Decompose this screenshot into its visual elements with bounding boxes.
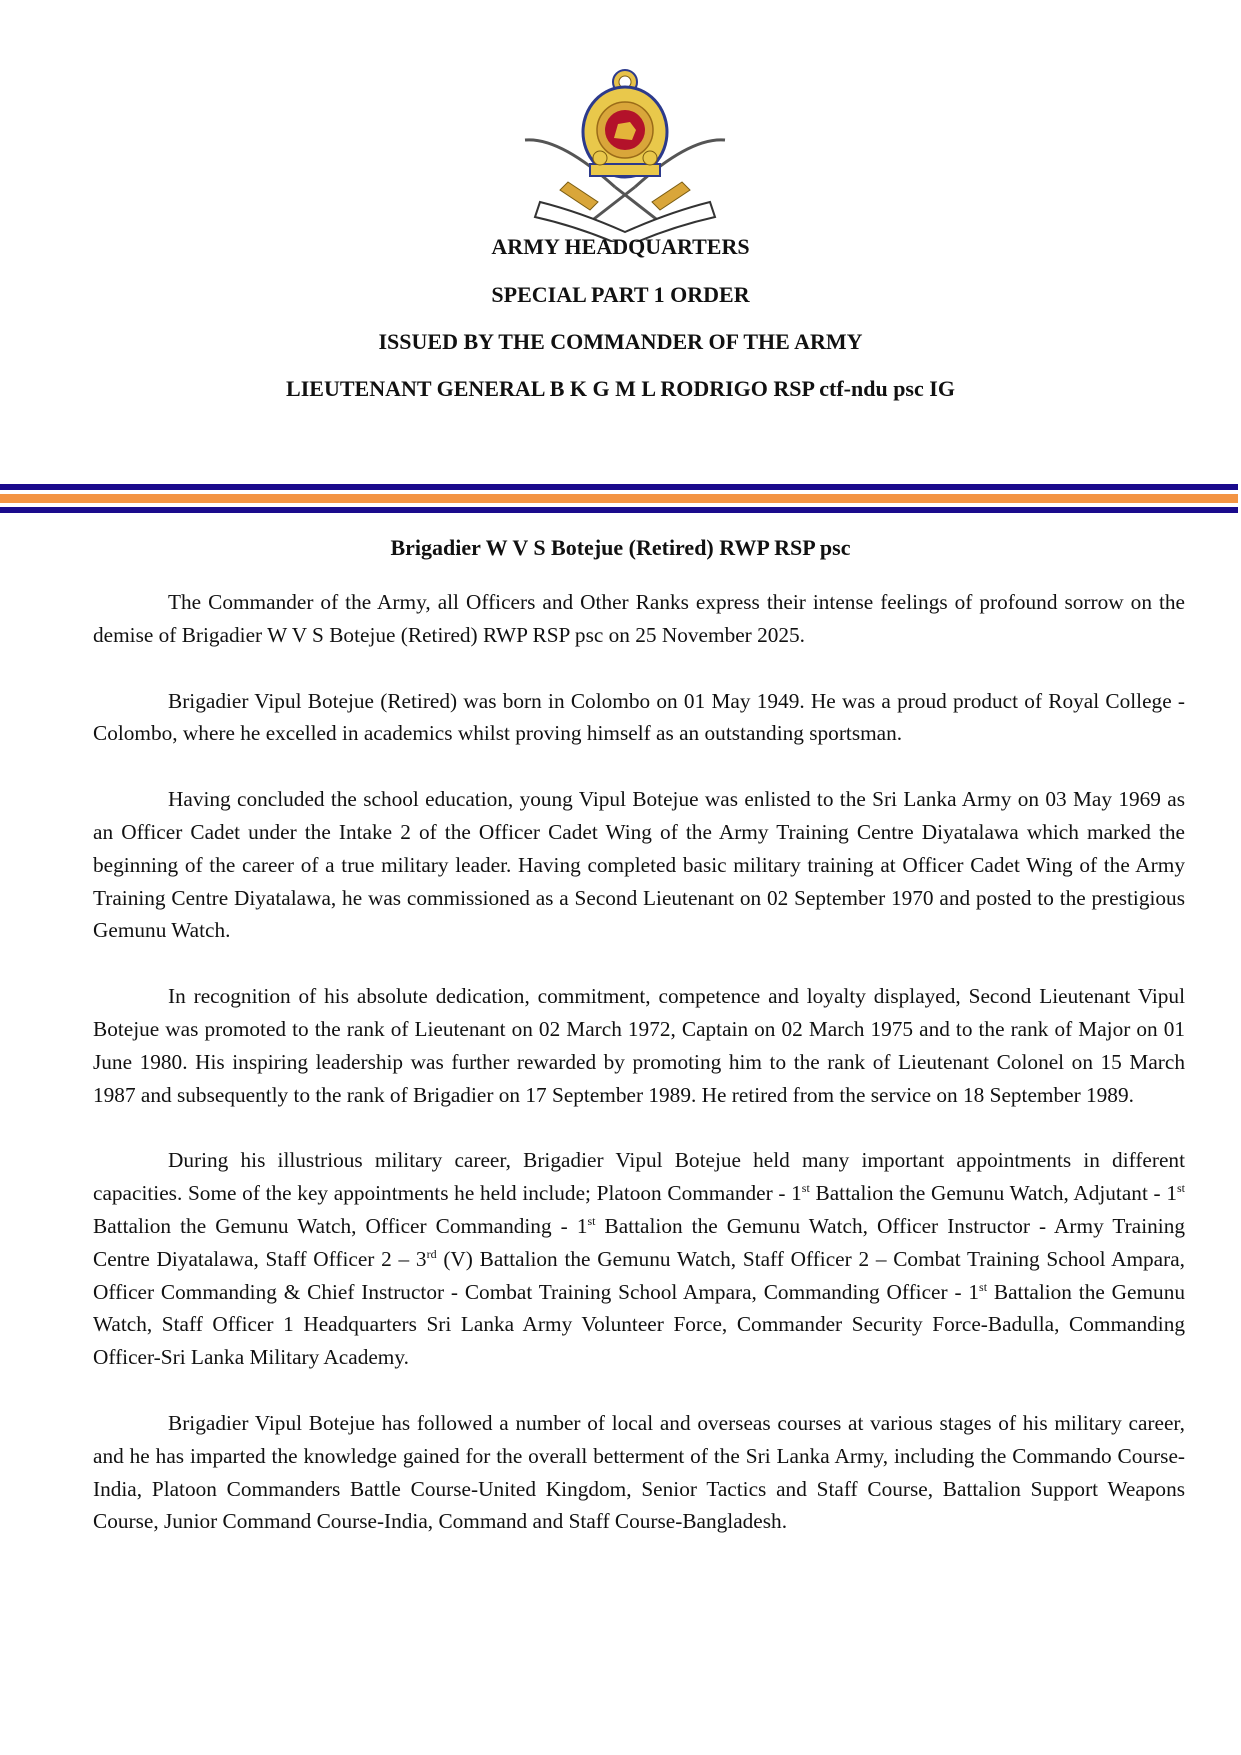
document-body xyxy=(93,586,1185,1571)
divider-stripe-orange xyxy=(0,494,1238,503)
heading-issued-by: ISSUED BY THE COMMANDER OF THE ARMY xyxy=(378,329,863,354)
obituary-subject-title: Brigadier W V S Botejue (Retired) RWP RSP psc xyxy=(390,535,851,560)
paragraph-enlistment: Having concluded the school education, young Vipul Botejue was enlisted to the Sri Lanka Army on 03 May 1969 as an Officer Cadet under the Intake 2 of the Officer Cadet Wing of the Army Training Centre Diyatalawa which marked the beginning of the career of a true military leader. Having completed basic military training at Officer Cadet Wing of the Army Training Centre Diyatalawa, he was commissioned as a Second Lieutenant on 02 September 1970 and posted to the prestigious Gemunu Watch. xyxy=(93,787,1185,943)
appointments-text: Battalion the Gemunu Watch, Adjutant - 1 xyxy=(809,1181,1177,1206)
paragraph-condolence: The Commander of the Army, all Officers and Other Ranks express their intense feelings of profound sorrow on the demise of Brigadier W V S Botejue (Retired) RWP RSP psc on 25 November 2025. xyxy=(93,590,1185,647)
paragraph-early-life: Brigadier Vipul Botejue (Retired) was born in Colombo on 01 May 1949. He was a proud product of Royal College - Colombo, where he excelled in academics whilst proving himself as an outstanding sportsman. xyxy=(93,688,1185,746)
ordinal-suffix: st xyxy=(1176,1181,1185,1196)
heading-commander-name: LIEUTENANT GENERAL B K G M L RODRIGO RSP ctf-ndu psc IG xyxy=(286,376,955,401)
appointments-text: Battalion the Gemunu Watch, Staff Officer 1 Headquarters Sri Lanka Army Volunteer Force, Commander Security Force-Badulla, Commanding Officer-Sri Lanka Military Academy. xyxy=(93,1279,1185,1370)
paragraph-appointments xyxy=(93,1144,1185,1374)
appointments-text: Battalion the Gemunu Watch, Officer Instructor - Army Training Centre Diyatalawa, Staff Officer 2 – 3 xyxy=(93,1213,1185,1271)
ordinal-suffix: rd xyxy=(426,1246,437,1261)
divider-stripe-blue-top xyxy=(0,484,1238,490)
heading-army-headquarters: ARMY HEADQUARTERS xyxy=(491,234,750,259)
ordinal-suffix: st xyxy=(801,1181,810,1196)
crest-icon xyxy=(520,52,730,242)
heading-special-part-order: SPECIAL PART 1 ORDER xyxy=(491,282,750,307)
header-divider-stripes xyxy=(0,484,1238,513)
paragraph-promotions: In recognition of his absolute dedication, commitment, competence and loyalty displayed, Second Lieutenant Vipul Botejue was promoted to the rank of Lieutenant on 02 March 1972, Captain on 02 March 1975 and to the rank of Major on 01 June 1980. His inspiring leadership was further rewarded by promoting him to the rank of Lieutenant Colonel on 15 March 1987 and subsequently to the rank of Brigadier on 17 September 1989. He retired from the service on 18 September 1989. xyxy=(93,984,1185,1107)
army-crest-emblem xyxy=(520,52,730,242)
appointments-text: (V) Battalion the Gemunu Watch, Staff Officer 2 – Combat Training School Ampara, Officer Commanding & Chief Instructor - Combat Training School Ampara, Commanding Officer - 1 xyxy=(93,1246,1185,1304)
paragraph-courses: Brigadier Vipul Botejue has followed a number of local and overseas courses at various stages of his military career, and he has imparted the knowledge gained for the overall betterment of the Sri Lanka Army, including the Commando Course-India, Platoon Commanders Battle Course-United Kingdom, Senior Tactics and Staff Course, Battalion Support Weapons Course, Junior Command Course-India, Command and Staff Course-Bangladesh. xyxy=(93,1410,1185,1534)
ordinal-suffix: st xyxy=(587,1213,596,1228)
divider-stripe-blue-bottom xyxy=(0,507,1238,513)
appointments-text: Battalion the Gemunu Watch, Officer Commanding - 1 xyxy=(93,1213,588,1238)
appointments-text: During his illustrious military career, Brigadier Vipul Botejue held many important appointments in different capacities. Some of the key appointments he held include; Platoon Commander - 1 xyxy=(93,1148,1185,1206)
ordinal-suffix: st xyxy=(979,1279,988,1294)
